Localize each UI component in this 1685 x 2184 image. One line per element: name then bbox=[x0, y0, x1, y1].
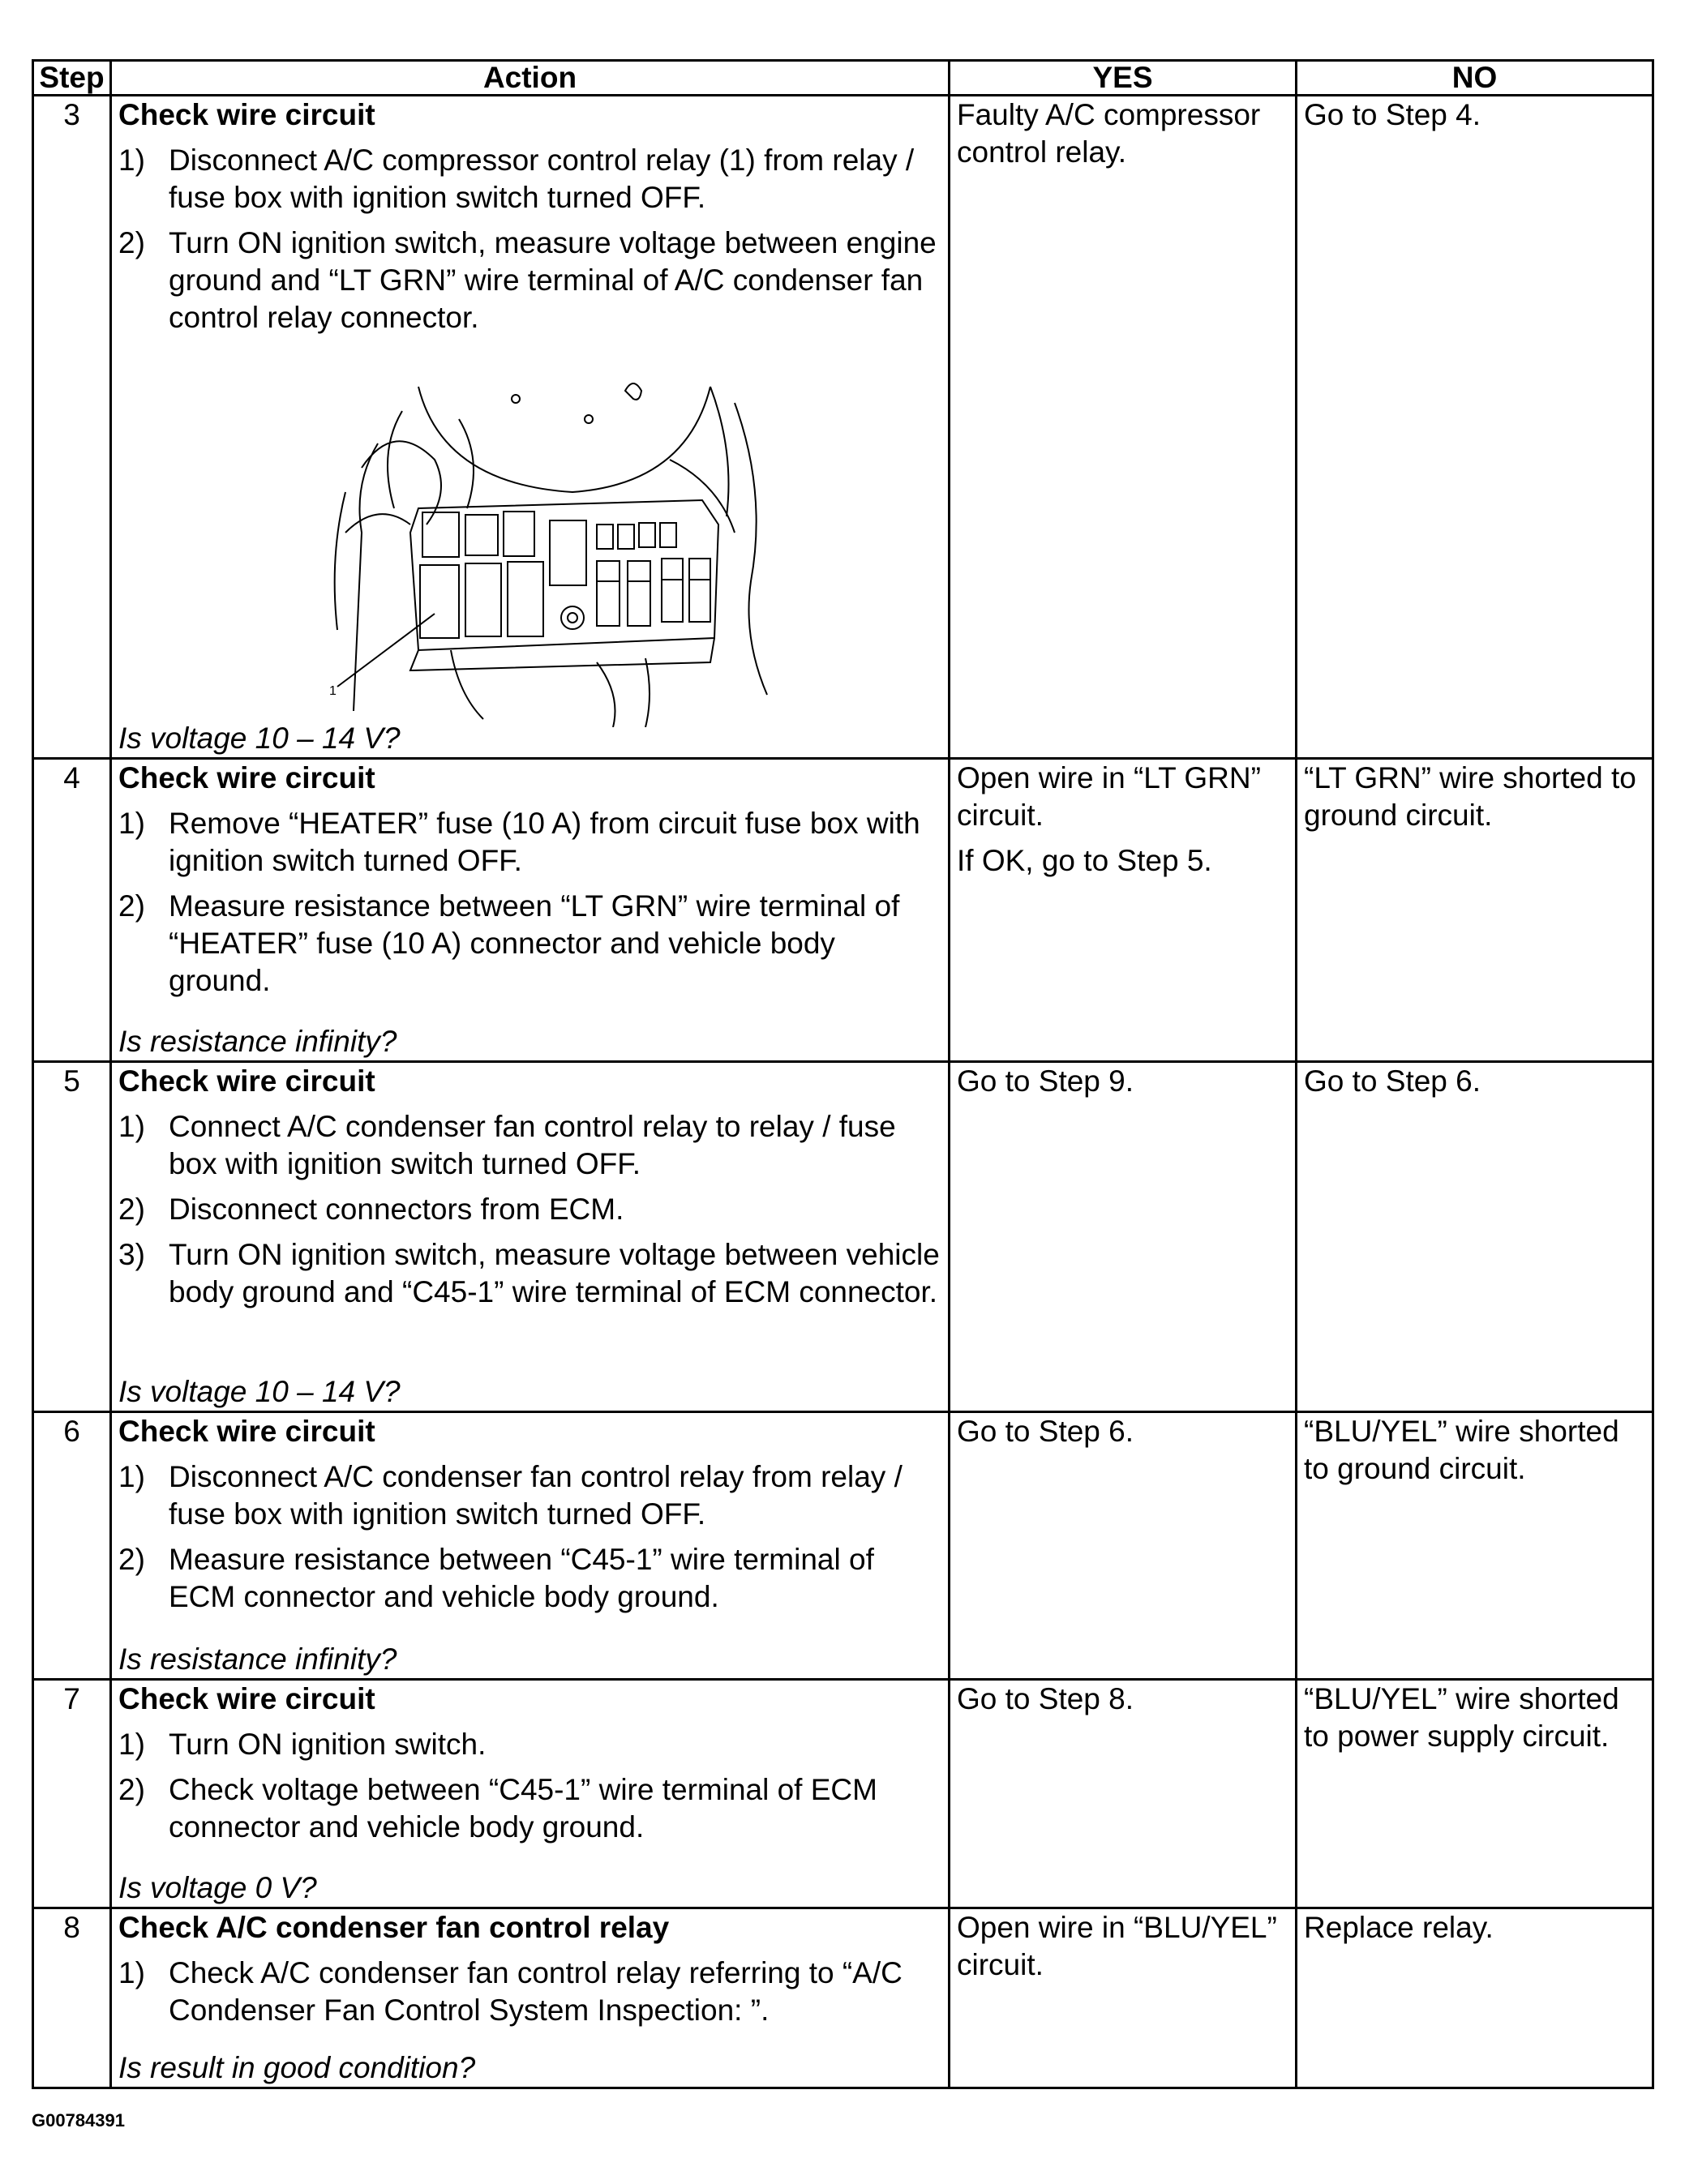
yes-text: Go to Step 9. bbox=[957, 1064, 1134, 1098]
substep-number: 1) bbox=[118, 1956, 145, 1989]
substep bbox=[118, 1458, 941, 1533]
question: Is result in good condition? bbox=[118, 2051, 476, 2084]
step-number: 6 bbox=[33, 1412, 111, 1680]
yes-cell bbox=[950, 1908, 1297, 2088]
substep-number: 1) bbox=[118, 1110, 145, 1143]
table-row-step-3 bbox=[33, 96, 1653, 759]
step-number: 5 bbox=[33, 1062, 111, 1412]
substep-number: 1) bbox=[118, 1460, 145, 1493]
question: Is resistance infinity? bbox=[118, 1642, 397, 1676]
substep bbox=[118, 1955, 941, 2029]
header-action: Action bbox=[111, 61, 950, 96]
header-yes: YES bbox=[950, 61, 1297, 96]
no-text: Replace relay. bbox=[1304, 1911, 1494, 1944]
table-row-step-6 bbox=[33, 1412, 1653, 1680]
substep bbox=[118, 888, 941, 1000]
question: Is voltage 10 – 14 V? bbox=[118, 1375, 401, 1408]
no-text: Go to Step 4. bbox=[1304, 98, 1481, 131]
yes-text: Faulty A/C compressor control relay. bbox=[957, 98, 1261, 169]
no-text: “LT GRN” wire shorted to ground circuit. bbox=[1304, 761, 1636, 832]
no-cell bbox=[1297, 1680, 1653, 1908]
action-cell bbox=[111, 759, 950, 1062]
substep-text: Disconnect A/C compressor control relay (1) from relay / fuse box with ignition switch turned OFF. bbox=[169, 143, 915, 214]
step-number: 7 bbox=[33, 1680, 111, 1908]
step-number: 4 bbox=[33, 759, 111, 1062]
substep-text: Measure resistance between “LT GRN” wire terminal of “HEATER” fuse (10 A) connector and vehicle body ground. bbox=[169, 889, 900, 997]
substep bbox=[118, 225, 941, 336]
no-cell bbox=[1297, 1908, 1653, 2088]
substep-text: Measure resistance between “C45-1” wire terminal of ECM connector and vehicle body ground. bbox=[169, 1543, 874, 1613]
substep-number: 1) bbox=[118, 143, 145, 177]
yes-text: Go to Step 8. bbox=[957, 1682, 1134, 1715]
action-cell bbox=[111, 1412, 950, 1680]
substep bbox=[118, 805, 941, 880]
substep-text: Turn ON ignition switch, measure voltage between vehicle body ground and “C45-1” wire terminal of ECM connector. bbox=[169, 1238, 940, 1308]
substep-text: Check A/C condenser fan control relay referring to “A/C Condenser Fan Control System Inspection: ”. bbox=[169, 1956, 903, 2027]
yes-cell bbox=[950, 759, 1297, 1062]
substep-number: 3) bbox=[118, 1238, 145, 1271]
diagnostic-table bbox=[32, 59, 1654, 2089]
action-cell bbox=[111, 1062, 950, 1412]
yes-cell bbox=[950, 1412, 1297, 1680]
action-title: Check A/C condenser fan control relay bbox=[118, 1911, 670, 1944]
substep-text: Turn ON ignition switch. bbox=[169, 1728, 487, 1761]
action-cell bbox=[111, 96, 950, 759]
substep bbox=[118, 142, 941, 216]
substep-number: 2) bbox=[118, 889, 145, 923]
substep-text: Check voltage between “C45-1” wire terminal of ECM connector and vehicle body ground. bbox=[169, 1773, 877, 1844]
substep-text: Disconnect connectors from ECM. bbox=[169, 1193, 624, 1226]
no-text: “BLU/YEL” wire shorted to power supply circuit. bbox=[1304, 1682, 1619, 1753]
action-title: Check wire circuit bbox=[118, 1682, 375, 1715]
substep-number: 2) bbox=[118, 1193, 145, 1226]
substep bbox=[118, 1541, 941, 1616]
substep-number: 2) bbox=[118, 226, 145, 259]
substep-number: 1) bbox=[118, 807, 145, 840]
figure-id: G00784391 bbox=[32, 2110, 125, 2130]
yes-text: Go to Step 6. bbox=[957, 1415, 1134, 1448]
question: Is voltage 10 – 14 V? bbox=[118, 722, 401, 755]
table-row-step-8 bbox=[33, 1908, 1653, 2088]
header-step: Step bbox=[33, 61, 111, 96]
action-cell bbox=[111, 1908, 950, 2088]
step-number: 3 bbox=[33, 96, 111, 759]
figure-callout-1: 1 bbox=[329, 684, 337, 698]
substep bbox=[118, 1726, 941, 1763]
no-cell bbox=[1297, 96, 1653, 759]
substep bbox=[118, 1108, 941, 1183]
substep-text: Remove “HEATER” fuse (10 A) from circuit fuse box with ignition switch turned OFF. bbox=[169, 807, 920, 877]
yes-text: If OK, go to Step 5. bbox=[957, 844, 1212, 877]
action-title: Check wire circuit bbox=[118, 1064, 375, 1098]
table-row-step-7 bbox=[33, 1680, 1653, 1908]
substep-text: Connect A/C condenser fan control relay to relay / fuse box with ignition switch turned OFF. bbox=[169, 1110, 896, 1180]
substep bbox=[118, 1771, 941, 1846]
substep bbox=[118, 1236, 941, 1311]
table-row-step-5 bbox=[33, 1062, 1653, 1412]
substep-text: Turn ON ignition switch, measure voltage between engine ground and “LT GRN” wire terminal of A/C condenser fan control relay connector. bbox=[169, 226, 937, 334]
no-text: Go to Step 6. bbox=[1304, 1064, 1481, 1098]
action-title: Check wire circuit bbox=[118, 98, 375, 131]
yes-text: Open wire in “LT GRN” circuit. bbox=[957, 761, 1261, 832]
table-header-row bbox=[33, 61, 1653, 96]
no-cell bbox=[1297, 1412, 1653, 1680]
substep-number: 2) bbox=[118, 1773, 145, 1806]
action-cell bbox=[111, 1680, 950, 1908]
substep-number: 2) bbox=[118, 1543, 145, 1576]
step-number: 8 bbox=[33, 1908, 111, 2088]
action-title: Check wire circuit bbox=[118, 1415, 375, 1448]
yes-cell bbox=[950, 1062, 1297, 1412]
yes-cell bbox=[950, 1680, 1297, 1908]
yes-text: Open wire in “BLU/YEL” circuit. bbox=[957, 1911, 1277, 1981]
no-text: “BLU/YEL” wire shorted to ground circuit. bbox=[1304, 1415, 1619, 1485]
question: Is resistance infinity? bbox=[118, 1025, 397, 1058]
yes-cell bbox=[950, 96, 1297, 759]
table-row-step-4 bbox=[33, 759, 1653, 1062]
relay-fuse-box-illustration bbox=[329, 370, 783, 727]
question: Is voltage 0 V? bbox=[118, 1871, 317, 1904]
header-no: NO bbox=[1297, 61, 1653, 96]
substep-number: 1) bbox=[118, 1728, 145, 1761]
no-cell bbox=[1297, 1062, 1653, 1412]
substep bbox=[118, 1191, 941, 1228]
action-title: Check wire circuit bbox=[118, 761, 375, 794]
substep-text: Disconnect A/C condenser fan control relay from relay / fuse box with ignition switch turned OFF. bbox=[169, 1460, 903, 1531]
no-cell bbox=[1297, 759, 1653, 1062]
